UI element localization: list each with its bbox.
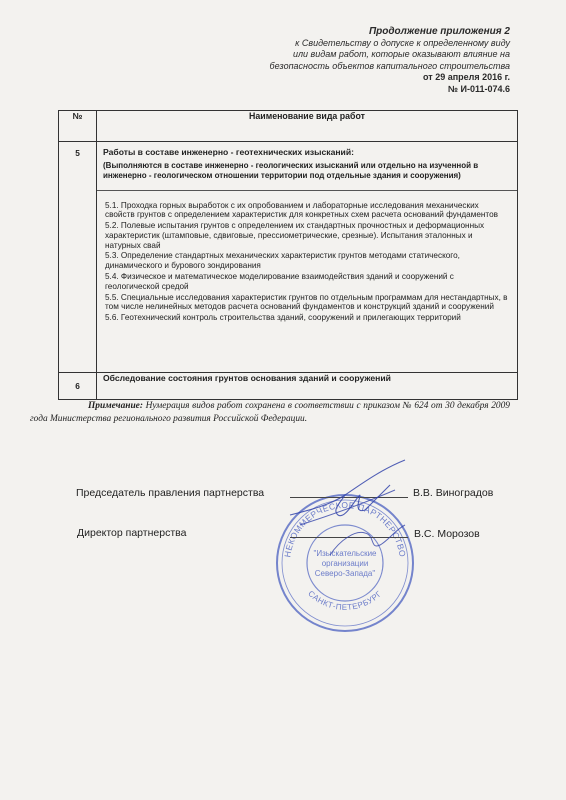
table-row (59, 142, 518, 373)
header-date: от 29 апреля 2016 г. (423, 72, 510, 82)
footnote-label: Примечание: (88, 401, 143, 411)
header-line: безопасность объектов капитального строительства (269, 60, 510, 71)
list-item: 5.6. Геотехнический контроль строительства зданий, сооружений и прилегающих территорий (105, 313, 461, 323)
footnote-text: Нумерация видов работ сохранена в соответствии с приказом № 624 от 30 декабря 2009 года Министерства регионального развития Российской Федерации. (30, 401, 510, 424)
stamp-inner-line: Северо-Запада" (314, 569, 376, 578)
chairman-name: В.В. Виноградов (413, 487, 494, 499)
director-name: В.С. Морозов (414, 528, 480, 540)
row-number: 5 (59, 142, 97, 373)
footnote (30, 400, 510, 426)
director-title: Директор партнерства (77, 527, 187, 539)
list-item: 5.5. Специальные исследования характеристик грунтов по отдельным программам для нестандартных, в том числе нелинейных методов расчета оснований фундаментов и конструкций зданий и сооружений (105, 292, 508, 312)
header-num: № (59, 111, 97, 142)
header-line: или видам работ, которые оказывают влияние на (292, 49, 510, 59)
list-item: 5.4. Физическое и математическое моделирование взаимодействия зданий и сооружений с геологической средой (105, 272, 454, 291)
stamp-inner-line: организации (321, 559, 369, 568)
header-number: № И-011-074.6 (447, 83, 510, 94)
appendix-header (210, 26, 510, 95)
row-content (97, 142, 518, 373)
header-line: к Свидетельству о допуске к определенному виду (295, 37, 510, 48)
stamp-outer-text: НЕКОММЕРЧЕСКОЕ ПАРТНЕРСТВО (282, 500, 408, 558)
header-name: Наименование вида работ (97, 111, 518, 142)
header-title: Продолжение приложения 2 (368, 26, 510, 37)
list-item: 5.2. Полевые испытания грунтов с определением их стандартных прочностных и деформационных характеристик (штамповые, сдвиговые, прессиометрические, срезные). Испытания эталонных и натурных свай (105, 221, 485, 250)
row-number: 6 (59, 373, 97, 400)
chairman-title: Председатель правления партнерства (76, 487, 265, 499)
row-title: Работы в составе инженерно - геотехнических изысканий: (103, 147, 354, 157)
stamp-inner-line: "Изыскательские (313, 549, 377, 558)
sub-items (97, 190, 517, 324)
row-content (97, 373, 518, 400)
stamp-bottom-text: САНКТ-ПЕТЕРБУРГ (306, 589, 384, 612)
row-title: Обследование состояния грунтов основания зданий и сооружений (103, 373, 391, 383)
list-item: 5.3. Определение стандартных механических характеристик грунтов методами статического, динамического и бурового зондирования (105, 251, 460, 271)
table-row (59, 373, 518, 400)
work-types-table (58, 110, 518, 400)
table-header-row (59, 111, 518, 142)
row-note: (Выполняются в составе инженерно - геологических изысканий или отдельно на изученной в инженерно - геологическом отношении территории под отдельные здания и сооружения) (103, 160, 479, 180)
list-item: 5.1. Проходка горных выработок с их опробованием и лабораторные исследования механических свойств грунтов с определением характеристик для конкретных схем расчета оснований фундаментов (105, 200, 498, 220)
handwritten-signature (270, 455, 420, 565)
